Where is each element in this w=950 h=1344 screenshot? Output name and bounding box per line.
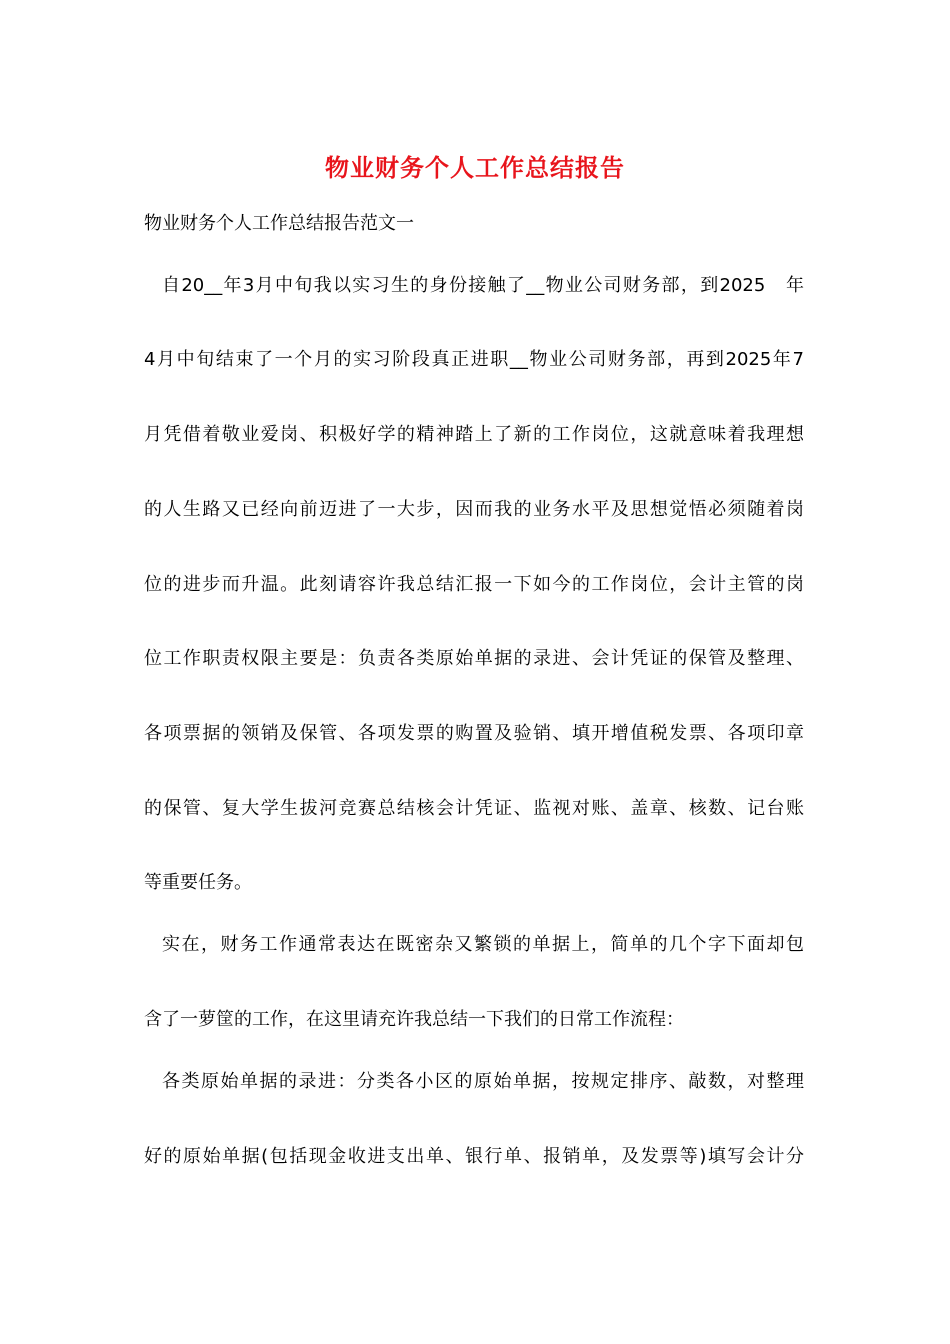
paragraph-line: 的人生路又已经向前迈进了一大步，因而我的业务水平及思想觉悟必须随着岗 — [144, 499, 804, 520]
paragraph-line: 位工作职责权限主要是：负责各类原始单据的录进、会计凭证的保管及整理、 — [144, 648, 804, 669]
document-subtitle: 物业财务个人工作总结报告范文一 — [144, 213, 414, 234]
paragraph-line: 各类原始单据的录进：分类各小区的原始单据，按规定排序、敲数，对整理 — [162, 1071, 804, 1092]
paragraph-line: 好的原始单据(包括现金收进支出单、银行单、报销单，及发票等)填写会计分 — [144, 1146, 804, 1167]
paragraph-line: 含了一萝筐的工作，在这里请充许我总结一下我们的日常工作流程： — [144, 1009, 684, 1030]
paragraph-line: 月凭借着敬业爱岗、积极好学的精神踏上了新的工作岗位，这就意味着我理想 — [144, 424, 804, 445]
paragraph-line: 自20__年3月中旬我以实习生的身份接触了__物业公司财务部，到2025 年 — [162, 275, 804, 296]
document-title: 物业财务个人工作总结报告 — [325, 153, 625, 182]
paragraph-line: 的保管、复大学生拔河竞赛总结核会计凭证、监视对账、盖章、核数、记台账 — [144, 798, 804, 819]
paragraph-line: 位的进步而升温。此刻请容许我总结汇报一下如今的工作岗位，会计主管的岗 — [144, 574, 804, 595]
paragraph-line: 实在，财务工作通常表达在既密杂又繁锁的单据上，简单的几个字下面却包 — [162, 934, 804, 955]
paragraph-line: 各项票据的领销及保管、各项发票的购置及验销、填开增值税发票、各项印章 — [144, 723, 804, 744]
paragraph-line: 4月中旬结束了一个月的实习阶段真正进职__物业公司财务部，再到2025年7 — [144, 349, 804, 370]
paragraph-line: 等重要任务。 — [144, 872, 252, 893]
